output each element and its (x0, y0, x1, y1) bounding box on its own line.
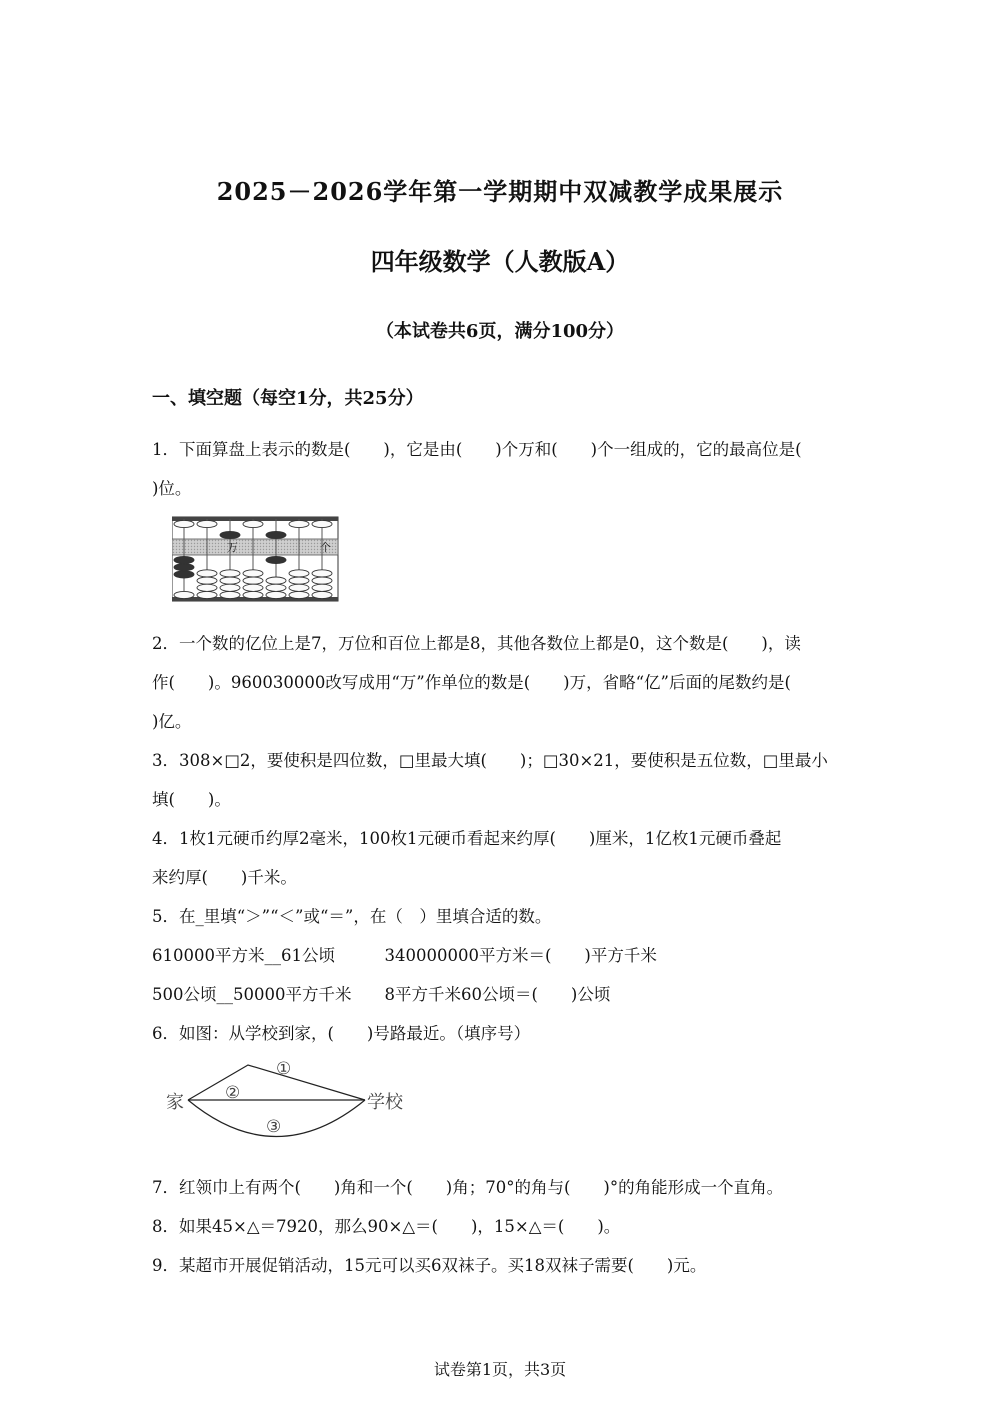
section-heading: 一、填空题（每空1分，共25分） (152, 388, 424, 409)
abacus-label-wan: 万 (227, 541, 238, 554)
abacus-heaven-bead (289, 520, 309, 527)
question-3-line-2: 填( )。 (152, 790, 231, 809)
exam-note: （本试卷共6页，满分100分） (375, 321, 625, 342)
abacus-earth-bead (197, 577, 217, 584)
abacus-earth-bead (174, 571, 194, 578)
abacus-earth-bead (174, 556, 194, 563)
route-3-label: ③ (266, 1117, 282, 1137)
route-2-label: ② (225, 1083, 241, 1103)
abacus-earth-bead (312, 577, 332, 584)
question-2-line-3: )亿。 (152, 712, 192, 731)
abacus-earth-bead (197, 570, 217, 577)
question-4-line-2: 来约厚( )千米。 (152, 868, 297, 887)
abacus-earth-bead (266, 591, 286, 598)
abacus-earth-bead (312, 584, 332, 591)
abacus-earth-bead (312, 591, 332, 598)
question-8: 8．如果45×△＝7920，那么90×△＝( )，15×△＝( )。 (152, 1217, 621, 1236)
route-figure (160, 1055, 420, 1140)
question-9: 9．某超市开展促销活动，15元可以买6双袜子。买18双袜子需要( )元。 (152, 1256, 707, 1275)
abacus-earth-bead (289, 591, 309, 598)
abacus-earth-bead (220, 570, 240, 577)
abacus-earth-bead (243, 591, 263, 598)
abacus-earth-bead (197, 591, 217, 598)
school-label: 学校 (367, 1092, 403, 1113)
abacus-rods (174, 519, 332, 599)
abacus-earth-bead (266, 577, 286, 584)
abacus-earth-bead (220, 591, 240, 598)
question-3-line-1: 3．308×□2，要使积是四位数，□里最大填( )；□30×21，要使积是五位数，□里最小 (152, 751, 828, 770)
abacus-heaven-bead (174, 520, 194, 527)
question-5-row-2: 500公顷__50000平方千米 8平方千米60公顷＝( )公顷 (152, 985, 611, 1004)
abacus-earth-bead (243, 570, 263, 577)
abacus-earth-bead (312, 570, 332, 577)
abacus-earth-bead (197, 584, 217, 591)
question-2-line-2: 作( )。960030000改写成用“万”作单位的数是( )万，省略“亿”后面的尾数约是( (152, 673, 791, 692)
exam-subtitle: 四年级数学（人教版A） (370, 247, 630, 276)
question-2-line-1: 2．一个数的亿位上是7，万位和百位上都是8，其他各数位上都是0，这个数是( )，读 (152, 634, 801, 653)
page-footer: 试卷第1页，共3页 (433, 1360, 567, 1379)
abacus-earth-bead (289, 570, 309, 577)
abacus-earth-bead (174, 591, 194, 598)
abacus-earth-bead (220, 577, 240, 584)
abacus-earth-bead (220, 584, 240, 591)
question-7: 7．红领巾上有两个( )角和一个( )角；70°的角与( )°的角能形成一个直角。 (152, 1178, 784, 1197)
question-5-row-1: 610000平方米__61公顷 340000000平方米＝( )平方千米 (152, 946, 657, 965)
abacus-earth-bead (174, 564, 194, 571)
question-1-line-1: 1．下面算盘上表示的数是( )，它是由( )个万和( )个一组成的，它的最高位是( (152, 440, 802, 459)
abacus-earth-bead (289, 577, 309, 584)
abacus-heaven-bead (266, 531, 286, 538)
abacus-heaven-bead (243, 520, 263, 527)
abacus-earth-bead (243, 584, 263, 591)
abacus-earth-bead (266, 556, 286, 563)
home-label: 家 (166, 1092, 184, 1113)
question-6: 6．如图：从学校到家，( )号路最近。（填序号） (152, 1024, 531, 1043)
question-5: 5．在_里填“＞”“＜”或“＝”，在（ ）里填合适的数。 (152, 907, 552, 926)
route-1-label: ① (276, 1059, 292, 1079)
abacus-figure (172, 515, 342, 603)
abacus-earth-bead (243, 577, 263, 584)
question-4-line-1: 4．1枚1元硬币约厚2毫米，100枚1元硬币看起来约厚( )厘米，1亿枚1元硬币叠起 (152, 829, 782, 848)
exam-title: 2025－2026学年第一学期期中双减教学成果展示 (216, 177, 784, 206)
abacus-heaven-bead (312, 520, 332, 527)
abacus-earth-bead (266, 584, 286, 591)
abacus-heaven-bead (197, 520, 217, 527)
abacus-earth-bead (289, 584, 309, 591)
abacus-label-ge: 个 (320, 541, 331, 554)
abacus-heaven-bead (220, 531, 240, 538)
question-1-line-2: )位。 (152, 479, 192, 498)
